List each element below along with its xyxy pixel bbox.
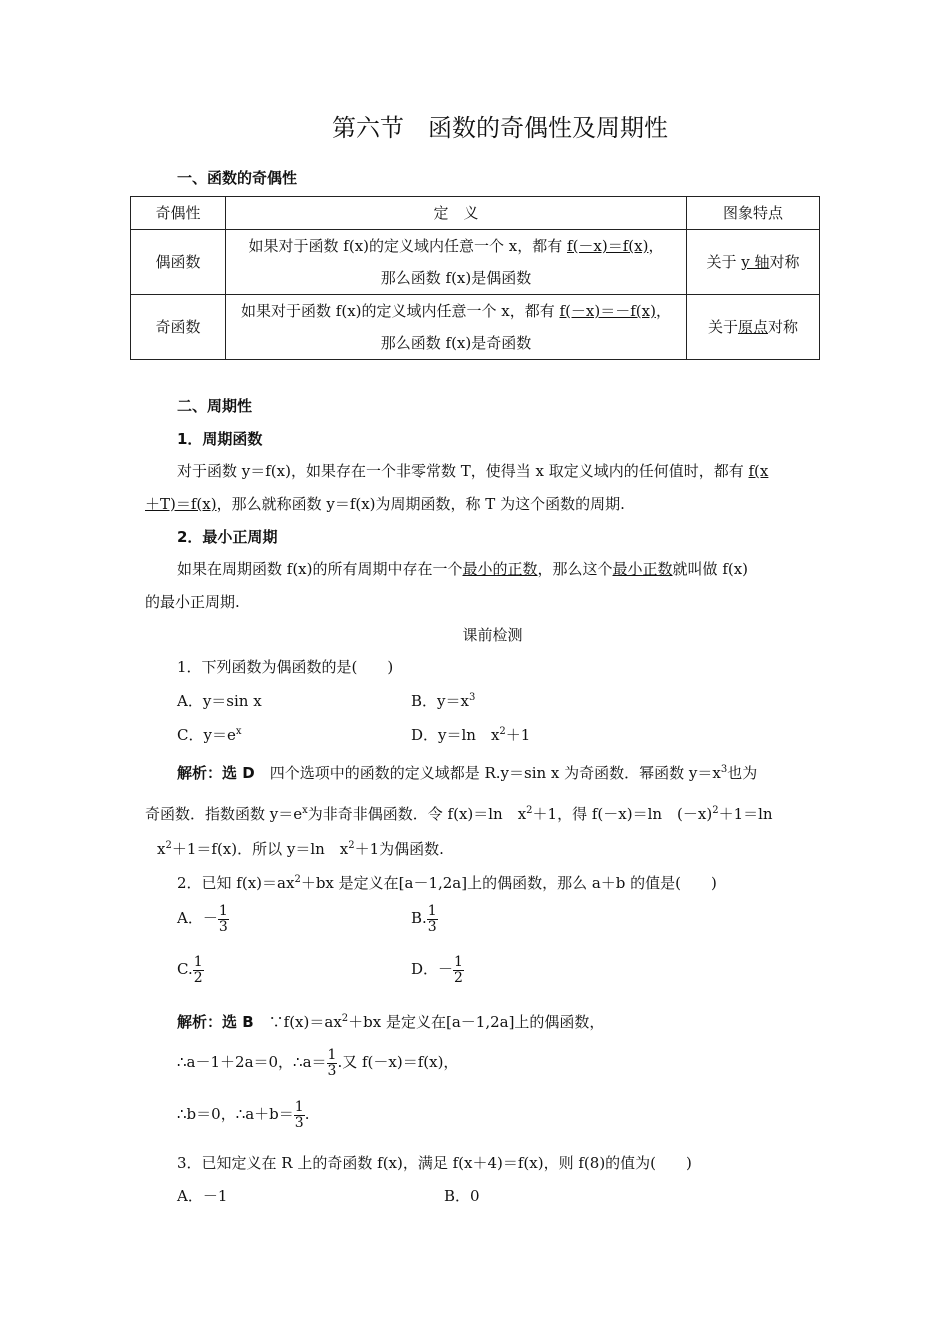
text: . [304, 1105, 310, 1124]
denominator: 3 [218, 918, 228, 935]
q2-option-d [411, 955, 464, 985]
denominator: 3 [427, 918, 437, 935]
q1-solution-line3 [157, 838, 444, 859]
q3-option-a: A．－1 [177, 1187, 228, 1205]
page-title: 第六节 函数的奇偶性及周期性 [332, 114, 668, 142]
q2-solution-line1 [177, 1011, 604, 1032]
text: C．y＝e [177, 726, 236, 744]
fraction [453, 955, 464, 985]
superscript: 2 [165, 840, 172, 851]
superscript: 2 [526, 805, 533, 816]
feat-text: 关于 [706, 253, 742, 271]
numerator: 1 [454, 954, 463, 970]
def-underlined: f(－x)＝f(x) [567, 237, 649, 255]
underlined-text: 最小的正数 [462, 560, 538, 578]
text: 也为 [727, 764, 758, 782]
def-line2: 那么函数 f(x)是偶函数 [380, 269, 532, 287]
paragraph-periodic-line2 [145, 493, 625, 514]
def-line2: 那么函数 f(x)是奇函数 [380, 334, 532, 352]
question-3-stem: 3．已知定义在 R 上的奇函数 f(x)，满足 f(x＋4)＝f(x)，则 f(8)的值为( ) [177, 1154, 692, 1172]
text: ＋1为偶函数. [354, 840, 444, 858]
paragraph-min-period-line2: 的最小正周期. [145, 593, 240, 611]
table-header: 定 义 [226, 197, 687, 230]
text: ＋1 [505, 726, 531, 744]
superscript: x [235, 726, 242, 737]
q1-solution-line1 [177, 762, 757, 783]
underlined-text: 最小正数 [612, 560, 673, 578]
text: 如果在周期函数 f(x)的所有周期中存在一个 [177, 560, 463, 578]
denominator: 3 [327, 1062, 337, 1079]
text: ，那么这个 [537, 560, 613, 578]
solution-label: 解析：选 D [177, 764, 255, 782]
fraction [218, 904, 229, 934]
table-header-row [131, 197, 820, 230]
text: 为非奇非偶函数．令 f(x)＝ln x [307, 805, 527, 823]
feat-text: 对称 [769, 253, 800, 271]
table-row [131, 295, 820, 360]
superscript: 3 [468, 692, 476, 703]
superscript: 2 [348, 840, 355, 851]
text: .又 f(－x)＝f(x)， [337, 1053, 459, 1072]
def-underlined: f(－x)＝－f(x) [559, 302, 656, 320]
numerator: 1 [294, 1099, 304, 1115]
q1-option-b [411, 690, 475, 711]
text: D．y＝ln x [411, 726, 500, 744]
fraction [193, 955, 204, 985]
feature-cell-odd [687, 295, 820, 360]
def-text: 如果对于函数 f(x)的定义域内任意一个 x，都有 [241, 302, 560, 320]
denominator: 2 [454, 969, 463, 986]
question-1-stem: 1．下列函数为偶函数的是( ) [177, 658, 394, 676]
paragraph-min-period-line1 [177, 558, 748, 579]
fraction [327, 1048, 338, 1078]
table-header: 图象特点 [687, 197, 820, 230]
paragraph-periodic-line1 [177, 460, 768, 481]
def-text: ， [655, 302, 671, 320]
feat-text: 关于 [707, 318, 738, 336]
text: B．y＝x [411, 692, 469, 710]
subheading-min-period: 2．最小正周期 [177, 528, 278, 546]
q2-option-a [177, 904, 229, 934]
numerator: 1 [193, 954, 203, 970]
section-heading-periodicity: 二、周期性 [177, 397, 253, 415]
superscript: x [302, 805, 308, 816]
def-text: 如果对于函数 f(x)的定义域内任意一个 x，都有 [248, 237, 568, 255]
text: 奇函数．指数函数 y＝e [145, 805, 303, 823]
text: ＋bx 是定义在[a－1,2a]上的偶函数， [348, 1013, 605, 1031]
q2-option-b [411, 904, 438, 934]
superscript: 2 [294, 874, 301, 885]
q1-option-c [177, 724, 241, 745]
fraction [427, 904, 438, 934]
text: ∴b＝0，∴a＋b＝ [177, 1105, 294, 1124]
text: D．－ [411, 960, 454, 979]
denominator: 2 [193, 969, 203, 986]
check-heading: 课前检测 [462, 626, 523, 644]
underlined-text: f(x [748, 462, 769, 480]
text: ，那么就称函数 y＝f(x)为周期函数，称 T 为这个函数的周期. [216, 495, 625, 513]
text: B. [411, 909, 427, 928]
numerator: 1 [218, 903, 228, 919]
definition-cell-odd [226, 295, 687, 360]
text: ＋1＝f(x)．所以 y＝ln x [171, 840, 349, 858]
numerator: 1 [327, 1047, 337, 1063]
solution-label: 解析：选 B [177, 1013, 254, 1031]
underlined-text: ＋T)＝f(x) [145, 495, 217, 513]
q1-solution-line2 [145, 803, 773, 824]
denominator: 3 [294, 1114, 304, 1131]
text: x [157, 840, 166, 858]
text: ＋1＝ln [718, 805, 773, 823]
def-text: ， [648, 237, 664, 255]
feature-cell-even [687, 230, 820, 295]
superscript: 2 [499, 726, 506, 737]
q1-option-d [411, 724, 530, 745]
text: ∴a－1＋2a＝0，∴a＝ [177, 1053, 327, 1072]
text: ∵f(x)＝ax [253, 1013, 342, 1031]
text: C. [177, 960, 193, 979]
parity-table [130, 196, 820, 360]
section-heading-parity: 一、函数的奇偶性 [177, 169, 298, 187]
q2-solution-line2 [177, 1048, 458, 1078]
text: ＋bx 是定义在[a－1,2a]上的偶函数，那么 a＋b 的值是( ) [300, 874, 717, 892]
subheading-periodic-function: 1．周期函数 [177, 430, 263, 448]
definition-cell-even [226, 230, 687, 295]
numerator: 1 [427, 903, 437, 919]
text: 对于函数 y＝f(x)，如果存在一个非零常数 T，使得当 x 取定义域内的任何值时，都有 [177, 462, 749, 480]
q2-option-c [177, 955, 204, 985]
table-header: 奇偶性 [131, 197, 226, 230]
question-2-stem [177, 872, 717, 893]
row-name-odd: 奇函数 [131, 295, 226, 360]
fraction [294, 1100, 305, 1130]
text: 2．已知 f(x)＝ax [177, 874, 295, 892]
text: ＋1，得 f(－x)＝ln (－x) [532, 805, 713, 823]
feat-text: 对称 [768, 318, 799, 336]
superscript: 2 [341, 1013, 349, 1024]
q1-option-a: A．y＝sin x [177, 692, 262, 710]
feat-underlined: 原点 [737, 318, 768, 336]
feat-underlined: y 轴 [741, 253, 770, 271]
text: A．－ [177, 909, 218, 928]
table-row [131, 230, 820, 295]
q3-option-b: B．0 [444, 1187, 480, 1205]
superscript: 3 [720, 764, 728, 775]
row-name-even: 偶函数 [131, 230, 226, 295]
q2-solution-line3 [177, 1100, 309, 1130]
text: 四个选项中的函数的定义域都是 R.y＝sin x 为奇函数．幂函数 y＝x [254, 764, 721, 782]
text: 就叫做 f(x) [672, 560, 749, 578]
superscript: 2 [712, 805, 719, 816]
